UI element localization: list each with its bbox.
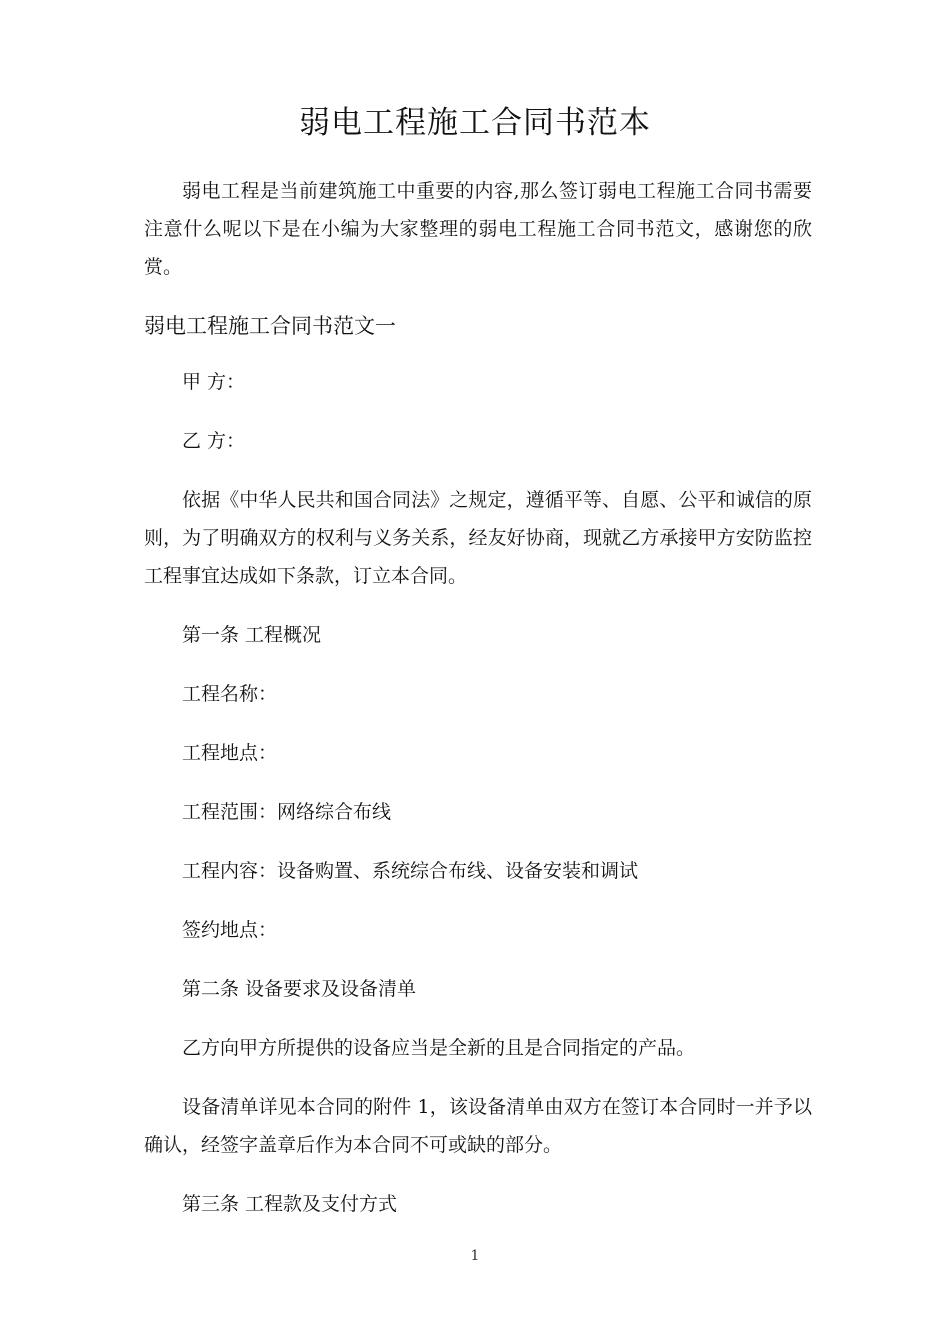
equipment-requirement-paragraph: 乙方向甲方所提供的设备应当是全新的且是合同指定的产品。 [182,1037,696,1059]
page-number: 1 [470,1248,480,1264]
party-a-line: 甲 方： [182,371,246,393]
project-location-line: 工程地点： [182,742,278,764]
party-b-line: 乙 方： [182,430,246,452]
document-title: 弱电工程施工合同书范本 [299,105,651,141]
article-3-heading: 第三条 工程款及支付方式 [182,1193,398,1215]
article-2-heading: 第二条 设备要求及设备清单 [182,978,417,1000]
preamble-paragraph: 依据《中华人民共和国合同法》之规定，遵循平等、自愿、公平和诚信的原则，为了明确双方的权利与义务关系，经友好协商，现就乙方承接甲方安防监控工程事宜达成如下条款，订立本合同。 [144,489,812,587]
project-name-line: 工程名称： [182,683,278,705]
project-content-line: 工程内容：设备购置、系统综合布线、设备安装和调试 [182,860,639,882]
signing-location-line: 签约地点： [182,919,278,941]
document-body [144,172,812,1244]
intro-paragraph: 弱电工程是当前建筑施工中重要的内容,那么签订弱电工程施工合同书需要注意什么呢以下是在小编为大家整理的弱电工程施工合同书范文，感谢您的欣赏。 [144,180,812,278]
section-heading: 弱电工程施工合同书范文一 [144,314,396,338]
project-scope-line: 工程范围：网络综合布线 [182,801,392,823]
equipment-list-paragraph: 设备清单详见本合同的附件 1，该设备清单由双方在签订本合同时一并予以确认，经签字盖章后作为本合同不可或缺的部分。 [144,1096,812,1156]
article-1-heading: 第一条 工程概况 [182,624,322,646]
